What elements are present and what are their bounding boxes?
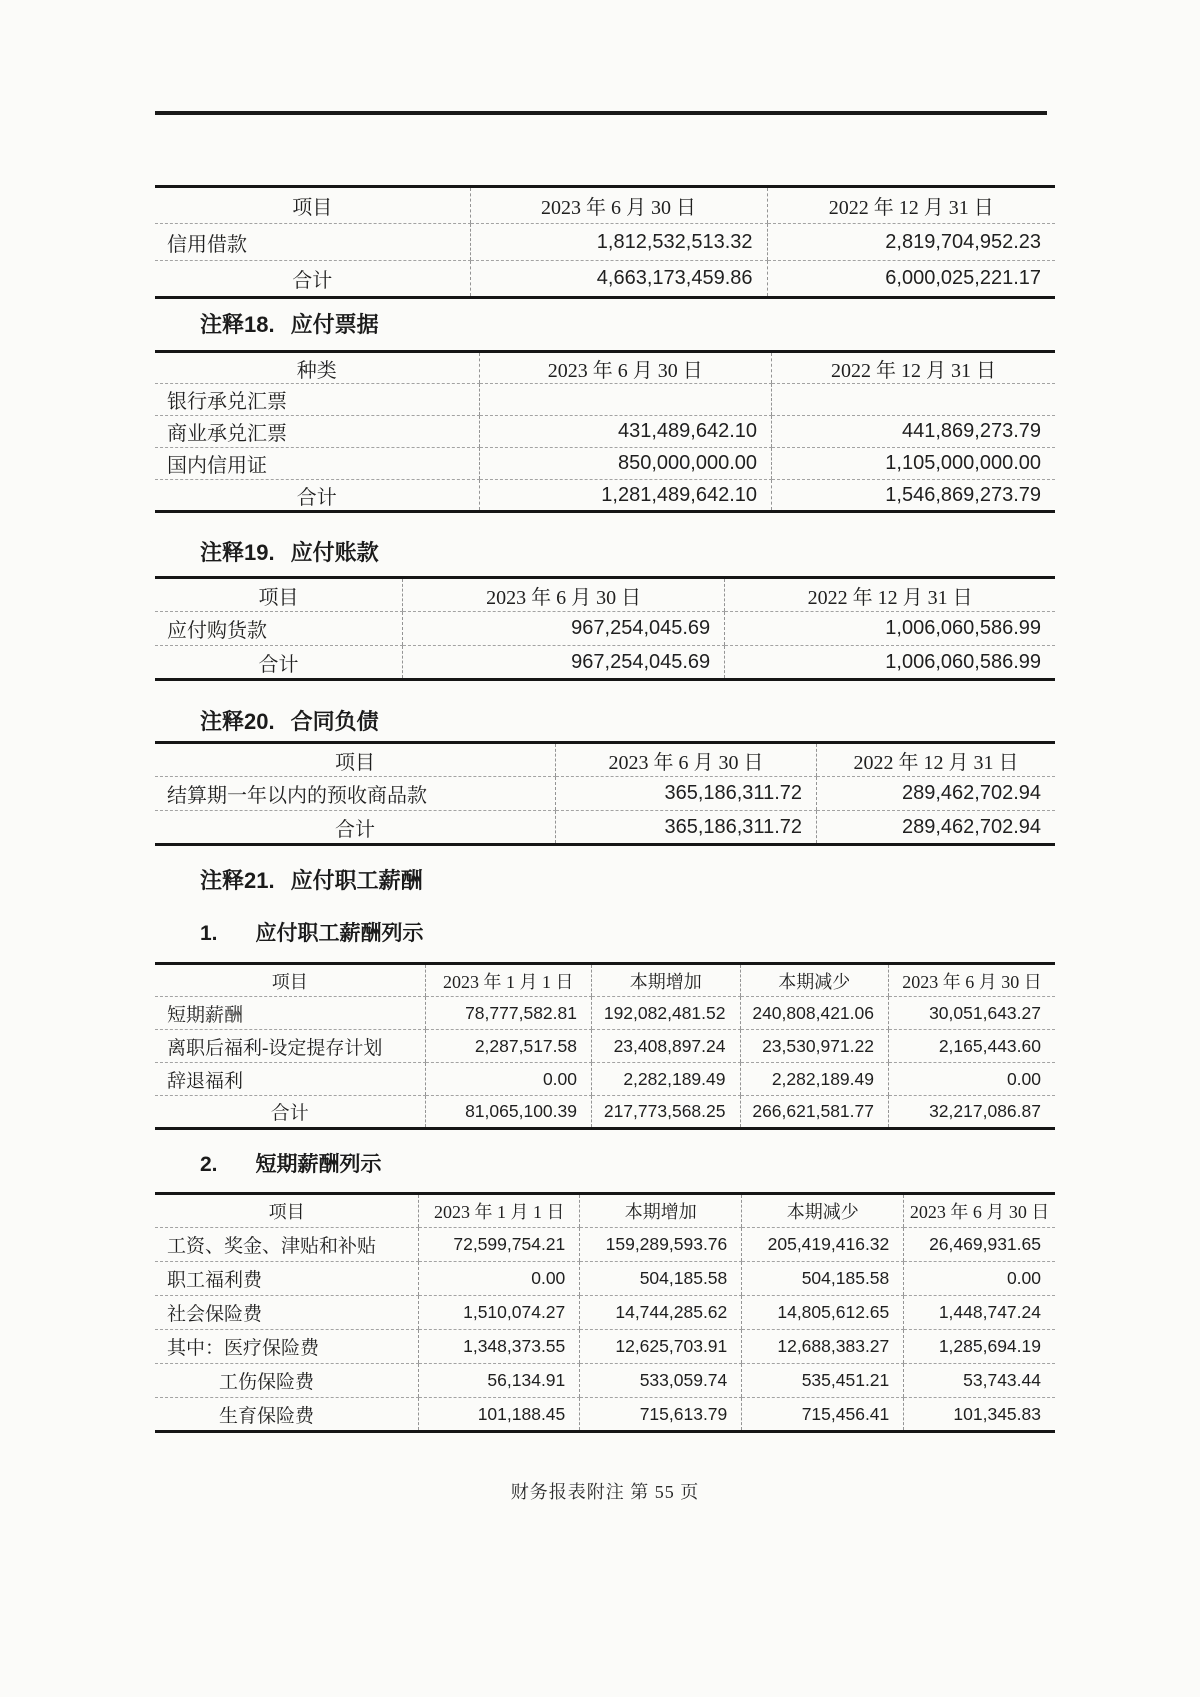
- page-footer: 财务报表附注 第 55 页: [510, 1482, 700, 1502]
- row-label: 工资、奖金、津贴和补贴: [155, 1228, 419, 1262]
- cell-value: 0.00: [889, 1063, 1056, 1096]
- cell-value: 2,282,189.49: [592, 1063, 741, 1096]
- column-header: 2022 年 12 月 31 日: [767, 187, 1055, 224]
- cell-value: 289,462,702.94: [817, 777, 1056, 811]
- cell-value: 2,819,704,952.23: [767, 224, 1055, 261]
- table-header-row: [155, 187, 1055, 224]
- heading-number: 2.: [200, 1153, 218, 1176]
- total-row: [155, 261, 1055, 298]
- row-label: 职工福利费: [155, 1262, 419, 1296]
- credit-borrowings-table: [155, 185, 1055, 299]
- section-heading-note20: [200, 705, 379, 736]
- column-header: 2023 年 6 月 30 日: [479, 352, 772, 384]
- table-header-row: [155, 352, 1055, 384]
- cell-value: 240,808,421.06: [740, 997, 889, 1030]
- row-label: 短期薪酬: [155, 997, 425, 1030]
- cell-value: 0.00: [425, 1063, 592, 1096]
- cell-value: 715,456.41: [742, 1398, 904, 1432]
- cell-value: 967,254,045.69: [403, 612, 725, 646]
- cell-value: 365,186,311.72: [556, 777, 817, 811]
- heading-number: 1.: [200, 922, 218, 945]
- table-row: [155, 1364, 1055, 1398]
- cell-value: 53,743.44: [904, 1364, 1055, 1398]
- heading-label: 应付票据: [290, 312, 379, 337]
- table-row: [155, 1228, 1055, 1262]
- subsection-heading-comp-list: [200, 917, 424, 947]
- table-row: [155, 1030, 1055, 1063]
- cell-value: 1,448,747.24: [904, 1296, 1055, 1330]
- table-row: [155, 224, 1055, 261]
- column-header: 项目: [155, 578, 403, 612]
- cell-value: 1,348,373.55: [419, 1330, 580, 1364]
- row-label: 合计: [296, 486, 337, 509]
- cell-value: 1,006,060,586.99: [725, 646, 1055, 680]
- cell-value: 4,663,173,459.86: [470, 261, 767, 298]
- column-header: 2023 年 6 月 30 日: [470, 187, 767, 224]
- table-row: [155, 448, 1055, 480]
- accounts-payable-table: [155, 576, 1055, 681]
- cell-value: 533,059.74: [580, 1364, 742, 1398]
- cell-value: [772, 384, 1056, 416]
- table-row: [155, 612, 1055, 646]
- table-header-row: [155, 1194, 1055, 1228]
- cell-value: 967,254,045.69: [403, 646, 725, 680]
- section-heading-note19: [200, 536, 379, 567]
- column-header: 项目: [155, 187, 470, 224]
- cell-value: 1,105,000,000.00: [772, 448, 1056, 480]
- cell-value: 101,345.83: [904, 1398, 1055, 1432]
- cell-value: 101,188.45: [419, 1398, 580, 1432]
- cell-value: [479, 384, 772, 416]
- cell-value: 289,462,702.94: [817, 811, 1056, 845]
- row-label: 社会保险费: [155, 1296, 419, 1330]
- section-heading-note21: [200, 864, 423, 895]
- table-row: [155, 1398, 1055, 1432]
- row-label: 结算期一年以内的预收商品款: [155, 777, 556, 811]
- row-label: 辞退福利: [155, 1063, 425, 1096]
- column-header: 2023 年 6 月 30 日: [403, 578, 725, 612]
- cell-value: 14,744,285.62: [580, 1296, 742, 1330]
- cell-value: 1,546,869,273.79: [772, 480, 1056, 512]
- cell-value: 32,217,086.87: [889, 1096, 1056, 1129]
- row-label: 商业承兑汇票: [155, 416, 479, 448]
- column-header: 2023 年 1 月 1 日: [425, 964, 592, 997]
- row-label: 合计: [335, 818, 375, 841]
- row-label: 合计: [292, 270, 333, 292]
- cell-value: 217,773,568.25: [592, 1096, 741, 1129]
- cell-value: 72,599,754.21: [419, 1228, 580, 1262]
- column-header: 项目: [155, 964, 425, 997]
- total-row: [155, 1096, 1055, 1129]
- row-label: 银行承兑汇票: [155, 384, 479, 416]
- cell-value: 14,805,612.65: [742, 1296, 904, 1330]
- cell-value: 23,408,897.24: [592, 1030, 741, 1063]
- table-header-row: [155, 743, 1055, 777]
- heading-label: 应付职工薪酬: [290, 868, 423, 893]
- cell-value: 715,613.79: [580, 1398, 742, 1432]
- heading-label: 应付账款: [290, 540, 379, 565]
- table-row: [155, 384, 1055, 416]
- cell-value: 365,186,311.72: [556, 811, 817, 845]
- row-label: 国内信用证: [155, 448, 479, 480]
- table-row: [155, 1262, 1055, 1296]
- row-label: 其中：医疗保险费: [155, 1330, 419, 1364]
- employee-compensation-table: [155, 962, 1055, 1130]
- column-header: 项目: [155, 743, 556, 777]
- cell-value: 2,165,443.60: [889, 1030, 1056, 1063]
- table-row: [155, 1330, 1055, 1364]
- column-header: 本期增加: [580, 1194, 742, 1228]
- heading-label: 短期薪酬列示: [255, 1153, 382, 1176]
- cell-value: 1,812,532,513.32: [470, 224, 767, 261]
- page-header-rule: [155, 111, 1047, 115]
- cell-value: 2,282,189.49: [740, 1063, 889, 1096]
- column-header: 本期增加: [592, 964, 741, 997]
- cell-value: 23,530,971.22: [740, 1030, 889, 1063]
- table-row: [155, 1063, 1055, 1096]
- cell-value: 205,419,416.32: [742, 1228, 904, 1262]
- column-header: 2023 年 6 月 30 日: [556, 743, 817, 777]
- column-header: 2023 年 6 月 30 日: [889, 964, 1056, 997]
- heading-number: 注释18.: [200, 312, 275, 337]
- row-label: 生育保险费: [219, 1405, 315, 1427]
- short-term-compensation-table: [155, 1192, 1055, 1433]
- cell-value: 2,287,517.58: [425, 1030, 592, 1063]
- contract-liabilities-table: [155, 741, 1055, 846]
- column-header: 种类: [155, 352, 479, 384]
- cell-value: 192,082,481.52: [592, 997, 741, 1030]
- column-header: 2023 年 6 月 30 日: [904, 1194, 1055, 1228]
- heading-label: 应付职工薪酬列示: [255, 922, 424, 945]
- row-label: 工伤保险费: [155, 1364, 419, 1398]
- row-label: 信用借款: [155, 224, 470, 261]
- cell-value: 159,289,593.76: [580, 1228, 742, 1262]
- cell-value: 56,134.91: [419, 1364, 580, 1398]
- heading-number: 注释20.: [200, 709, 275, 734]
- column-header: 2022 年 12 月 31 日: [725, 578, 1055, 612]
- cell-value: 1,285,694.19: [904, 1330, 1055, 1364]
- total-row: [155, 480, 1055, 512]
- row-label: 合计: [270, 1103, 309, 1124]
- column-header: 本期减少: [740, 964, 889, 997]
- table-header-row: [155, 964, 1055, 997]
- cell-value: 850,000,000.00: [479, 448, 772, 480]
- cell-value: 1,281,489,642.10: [479, 480, 772, 512]
- cell-value: 504,185.58: [580, 1262, 742, 1296]
- column-header: 2023 年 1 月 1 日: [419, 1194, 580, 1228]
- heading-label: 合同负债: [290, 709, 379, 734]
- row-label: 离职后福利-设定提存计划: [155, 1030, 425, 1063]
- cell-value: 6,000,025,221.17: [767, 261, 1055, 298]
- cell-value: 504,185.58: [742, 1262, 904, 1296]
- table-row: [155, 997, 1055, 1030]
- cell-value: 12,688,383.27: [742, 1330, 904, 1364]
- notes-payable-table: [155, 350, 1055, 513]
- cell-value: 431,489,642.10: [479, 416, 772, 448]
- column-header: 项目: [155, 1194, 419, 1228]
- cell-value: 12,625,703.91: [580, 1330, 742, 1364]
- column-header: 2022 年 12 月 31 日: [772, 352, 1056, 384]
- cell-value: 0.00: [419, 1262, 580, 1296]
- cell-value: 26,469,931.65: [904, 1228, 1055, 1262]
- cell-value: 441,869,273.79: [772, 416, 1056, 448]
- total-row: [155, 811, 1055, 845]
- section-heading-note18: [200, 308, 379, 339]
- table-row: [155, 1296, 1055, 1330]
- cell-value: 1,510,074.27: [419, 1296, 580, 1330]
- cell-value: 81,065,100.39: [425, 1096, 592, 1129]
- cell-value: 0.00: [904, 1262, 1055, 1296]
- table-header-row: [155, 578, 1055, 612]
- cell-value: 78,777,582.81: [425, 997, 592, 1030]
- total-row: [155, 646, 1055, 680]
- cell-value: 266,621,581.77: [740, 1096, 889, 1129]
- column-header: 2022 年 12 月 31 日: [817, 743, 1056, 777]
- table-row: [155, 777, 1055, 811]
- heading-number: 注释19.: [200, 540, 275, 565]
- cell-value: 30,051,643.27: [889, 997, 1056, 1030]
- row-label: 应付购货款: [155, 612, 403, 646]
- column-header: 本期减少: [742, 1194, 904, 1228]
- cell-value: 1,006,060,586.99: [725, 612, 1055, 646]
- subsection-heading-short-term: [200, 1148, 382, 1178]
- cell-value: 535,451.21: [742, 1364, 904, 1398]
- heading-number: 注释21.: [200, 868, 275, 893]
- row-label: 合计: [258, 653, 299, 676]
- table-row: [155, 416, 1055, 448]
